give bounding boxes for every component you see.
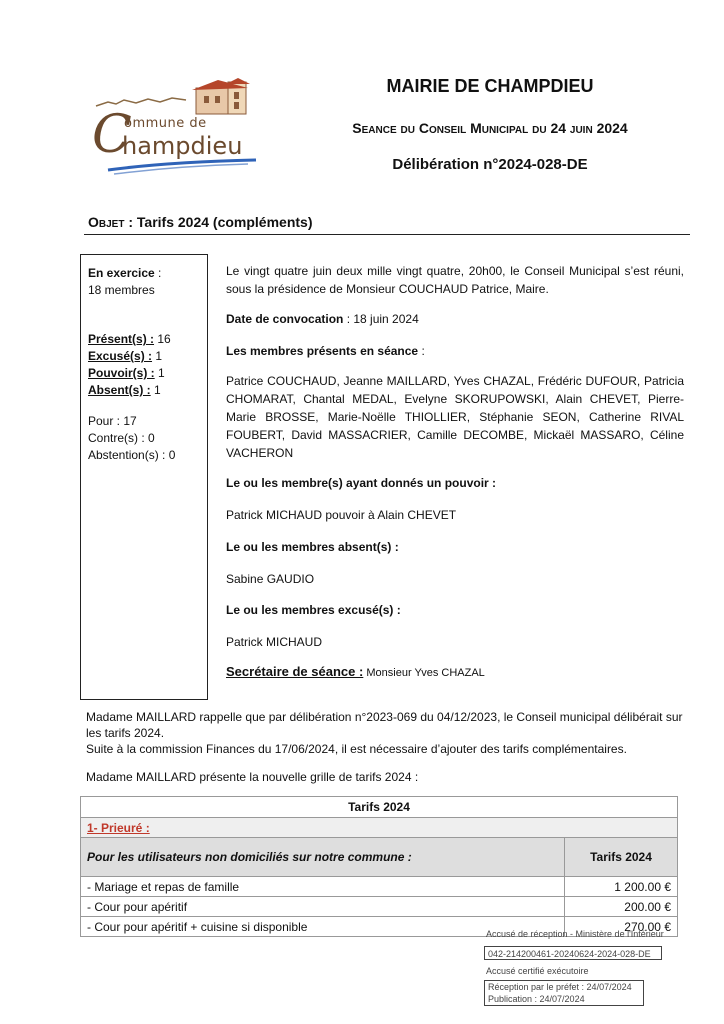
logo-text-line2: hampdieu bbox=[122, 132, 243, 160]
excuses-value: Patrick MICHAUD bbox=[226, 635, 323, 649]
votes-summary-box bbox=[80, 254, 208, 700]
exercice-colon: : bbox=[154, 266, 162, 280]
vote-pour: Pour : 17 bbox=[88, 414, 137, 428]
vote-abstention: Abstention(s) : 0 bbox=[88, 448, 176, 462]
stamp-publication: Publication : 24/07/2024 bbox=[488, 994, 585, 1004]
exercice-value: 18 membres bbox=[88, 283, 155, 297]
excuses-heading: Le ou les membres excusé(s) : bbox=[226, 603, 401, 617]
presents-heading-label: Les membres présents en séance bbox=[226, 344, 419, 358]
row-label: - Cour pour apéritif bbox=[81, 897, 565, 917]
commune-logo bbox=[88, 78, 268, 178]
presents-list: Patrice COUCHAUD, Jeanne MAILLARD, Yves CHAZAL, Frédéric DUFOUR, Patricia CHOMARAT, Chantal MEDAL, Evelyne SKORUPOWSKI, Alain CHEVET, Pierre-Marie BROSSE, Marie-Noëlle THIOLLIER, Stéphanie SEON, Catherine RIVAL FOUBERT, David MASSACRIER, Camille DECOMBE, Mickaël MASSARO, Céline VACHERON bbox=[226, 374, 684, 460]
row-value: 270.00 € bbox=[565, 917, 678, 937]
header-tarifs: Tarifs 2024 bbox=[565, 838, 678, 877]
presents-heading bbox=[226, 342, 684, 360]
table-row bbox=[81, 897, 678, 917]
stamp-ministry: Accusé de réception - Ministère de l'Intérieur bbox=[486, 929, 664, 939]
secretaire-line bbox=[226, 664, 485, 679]
table-header-row bbox=[81, 838, 678, 877]
section-prieure: 1- Prieuré : bbox=[81, 818, 678, 838]
table-title: Tarifs 2024 bbox=[81, 797, 678, 818]
seance-subtitle: Seance du Conseil Municipal du 24 juin 2024 bbox=[352, 120, 628, 136]
secretaire-label: Secrétaire de séance : bbox=[226, 664, 364, 679]
objet-rule bbox=[84, 234, 690, 235]
excuses-value: 1 bbox=[152, 349, 163, 363]
absents-value: Sabine GAUDIO bbox=[226, 572, 315, 586]
row-value: 1 200.00 € bbox=[565, 877, 678, 897]
header-users: Pour les utilisateurs non domiciliés sur notre commune : bbox=[81, 838, 565, 877]
presents-label: Présent(s) : bbox=[88, 332, 155, 346]
row-label: - Cour pour apéritif + cuisine si disponible bbox=[81, 917, 565, 937]
stamp-reception: Réception par le préfet : 24/07/2024 bbox=[488, 982, 632, 992]
pouvoirs-label: Pouvoir(s) : bbox=[88, 366, 155, 380]
stamp-reference: 042-214200461-20240624-2024-028-DE bbox=[484, 946, 662, 960]
stamp-dates bbox=[484, 980, 644, 1006]
vote-contre: Contre(s) : 0 bbox=[88, 431, 155, 445]
table-row bbox=[81, 877, 678, 897]
paragraph-rappel: Madame MAILLARD rappelle que par délibération n°2023-069 du 04/12/2023, le Conseil municipal délibérait sur les tarifs 2024. bbox=[86, 710, 683, 740]
convocation-line bbox=[226, 310, 684, 328]
objet-line bbox=[88, 214, 313, 230]
objet-value: Tarifs 2024 (compléments) bbox=[136, 214, 313, 230]
row-value: 200.00 € bbox=[565, 897, 678, 917]
exercice-block bbox=[88, 265, 161, 299]
paragraph-grille: Madame MAILLARD présente la nouvelle grille de tarifs 2024 : bbox=[86, 770, 419, 784]
mairie-title: MAIRIE DE CHAMPDIEU bbox=[386, 76, 594, 96]
convocation-label: Date de convocation bbox=[226, 312, 344, 326]
presence-block bbox=[88, 331, 171, 399]
absents-heading: Le ou les membres absent(s) : bbox=[226, 540, 399, 554]
absents-value: 1 bbox=[150, 383, 161, 397]
stamp-executoire: Accusé certifié exécutoire bbox=[486, 966, 589, 976]
table-section-row bbox=[81, 818, 678, 838]
convocation-value: : 18 juin 2024 bbox=[343, 312, 419, 326]
presents-value: 16 bbox=[154, 332, 171, 346]
pouvoir-value: Patrick MICHAUD pouvoir à Alain CHEVET bbox=[226, 508, 457, 522]
deliberation-number: Délibération n°2024-028-DE bbox=[392, 156, 588, 173]
pouvoir-heading: Le ou les membre(s) ayant donnés un pouvoir : bbox=[226, 476, 497, 490]
absents-label: Absent(s) : bbox=[88, 383, 151, 397]
row-label: - Mariage et repas de famille bbox=[81, 877, 565, 897]
table-title-row bbox=[81, 797, 678, 818]
pouvoirs-value: 1 bbox=[154, 366, 165, 380]
paragraph-commission: Suite à la commission Finances du 17/06/2024, il est nécessaire d’ajouter des tarifs complémentaires. bbox=[86, 742, 627, 756]
exercice-label: En exercice bbox=[88, 266, 155, 280]
excuses-label: Excusé(s) : bbox=[88, 349, 153, 363]
logo-text-line1: ommune de bbox=[124, 116, 207, 131]
svg-text:C: C bbox=[92, 105, 132, 165]
presents-heading-colon: : bbox=[418, 344, 425, 358]
intro-paragraph: Le vingt quatre juin deux mille vingt quatre, 20h00, le Conseil Municipal s’est réuni, sous la présidence de Monsieur COUCHAUD Patrice, Maire. bbox=[226, 264, 684, 296]
tarifs-table bbox=[80, 796, 678, 937]
vote-block bbox=[88, 413, 175, 464]
objet-label: Objet : bbox=[88, 214, 134, 230]
secretaire-value: Monsieur Yves CHAZAL bbox=[363, 667, 485, 679]
